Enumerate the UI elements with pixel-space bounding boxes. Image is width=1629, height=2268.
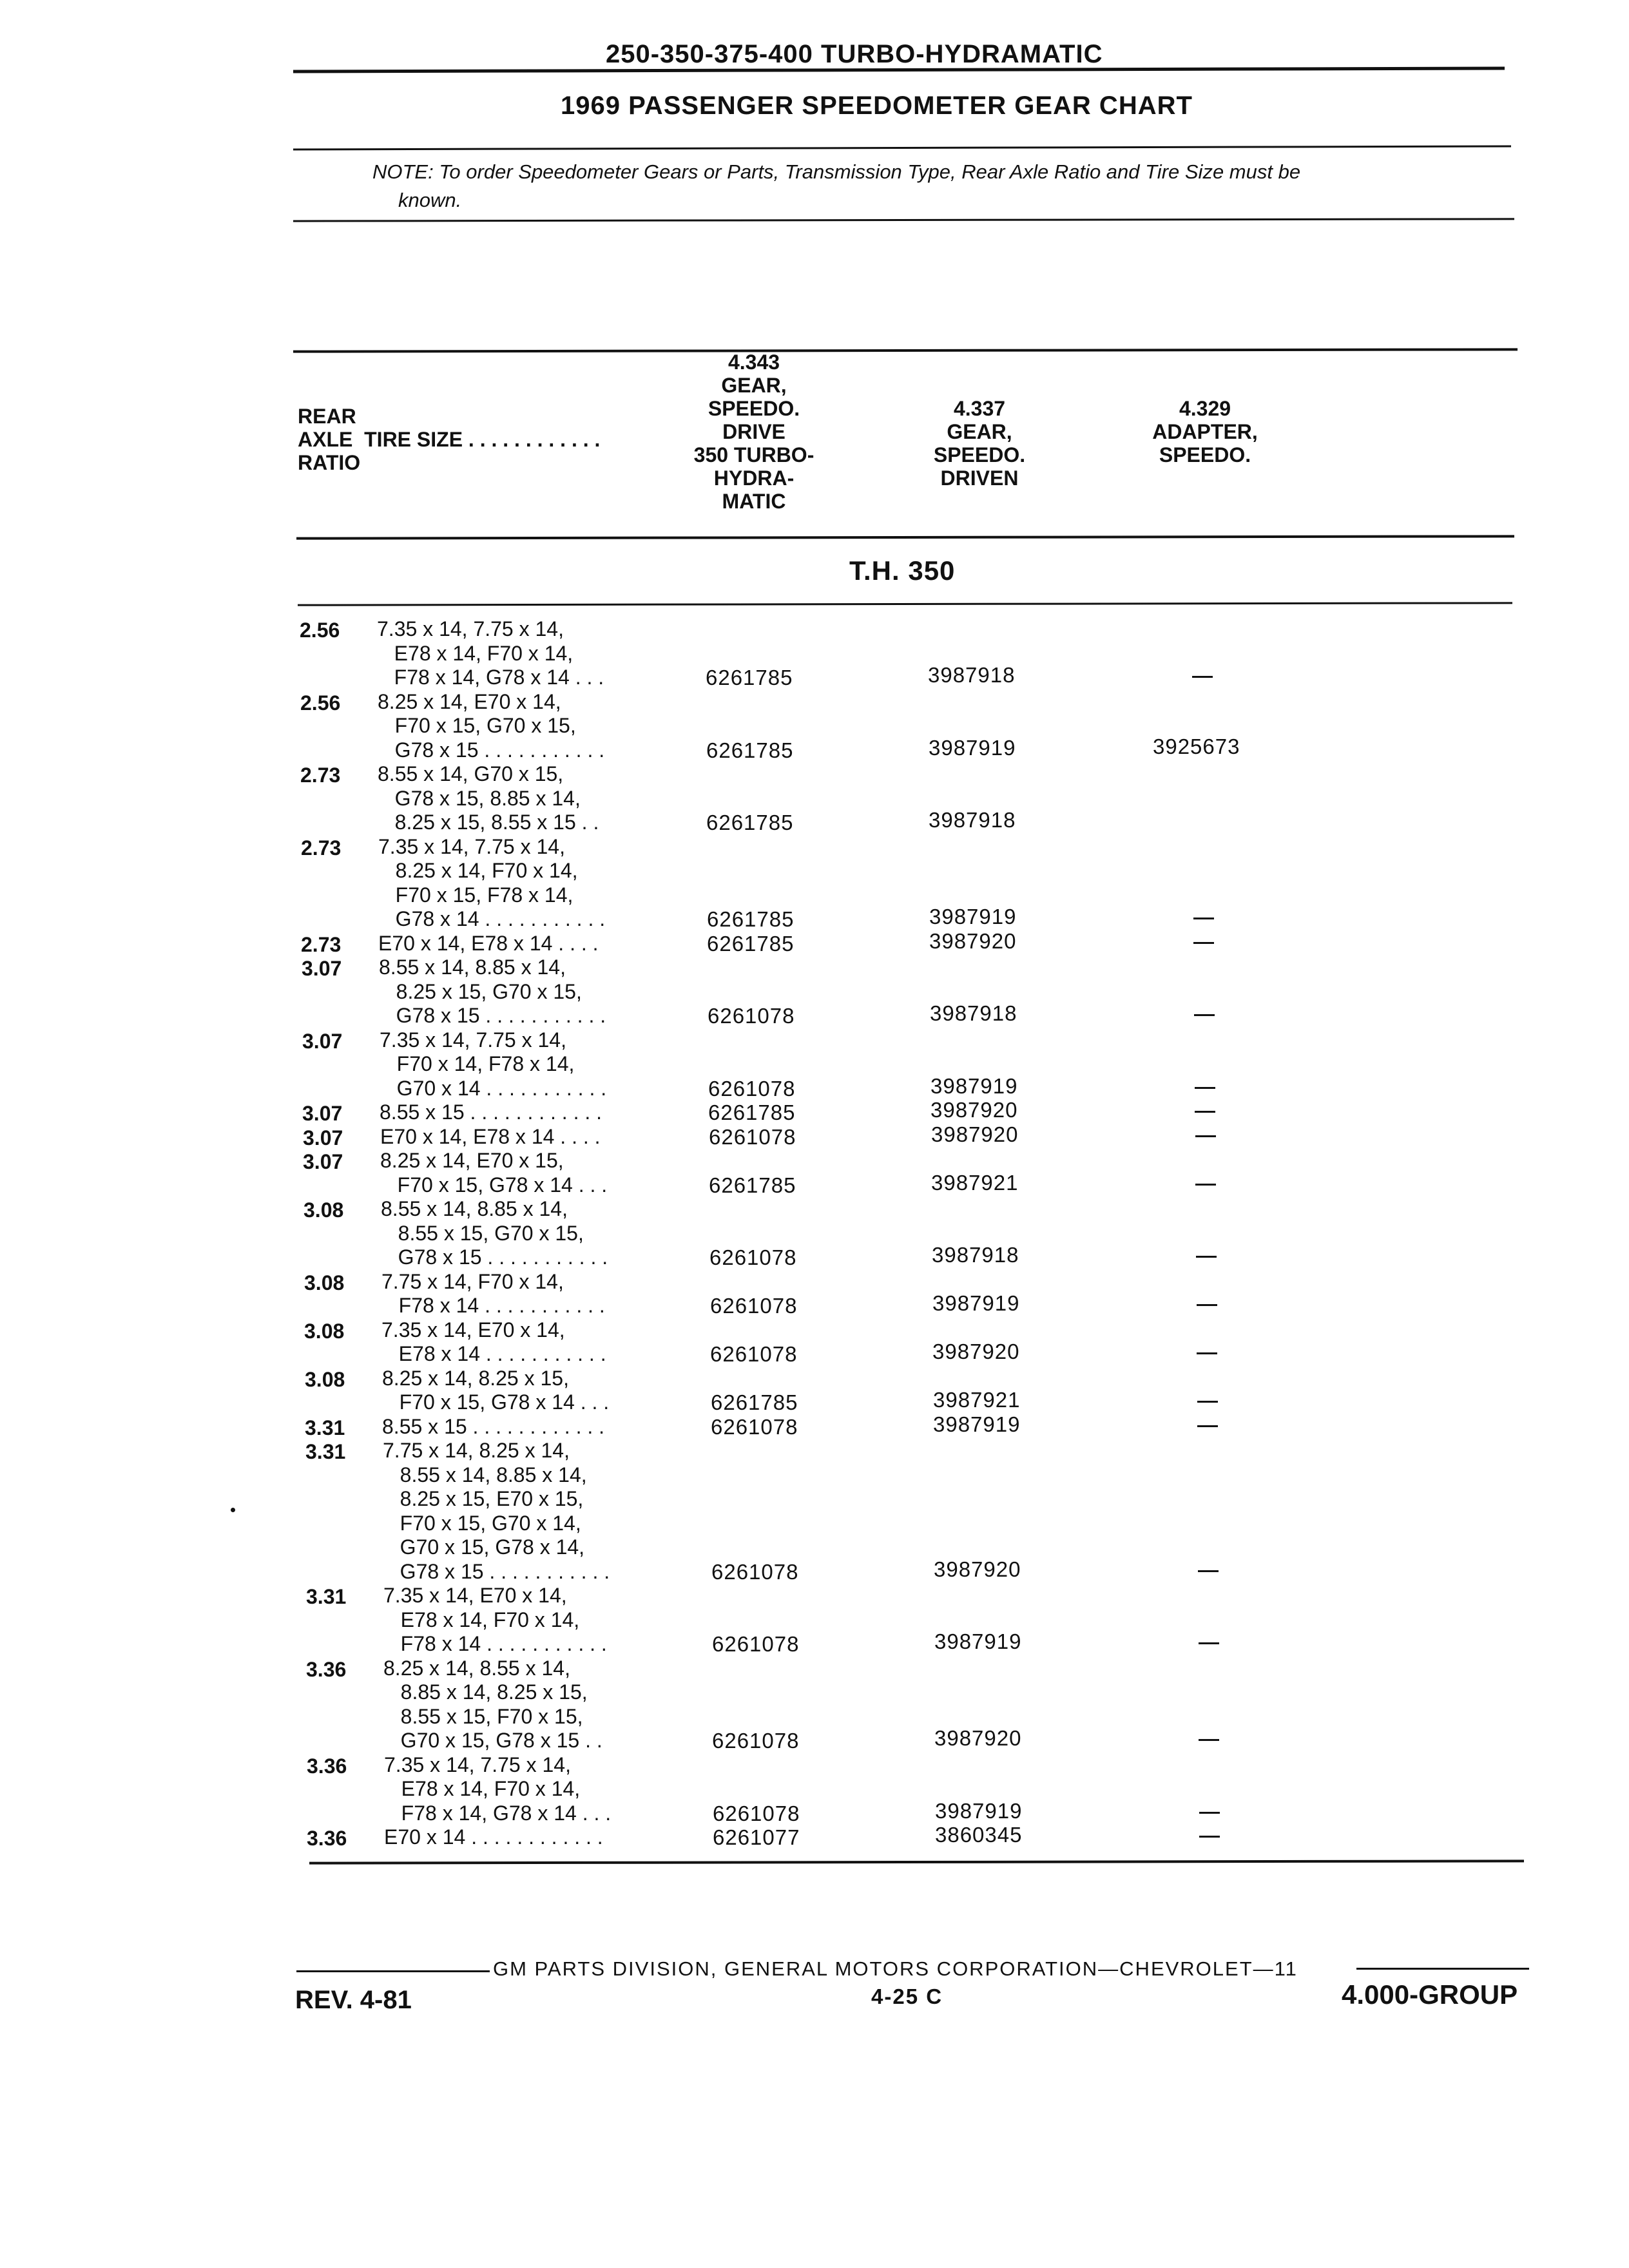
column-header-ratio-tire [298,405,600,474]
stray-mark [231,1508,235,1512]
tire-size-list: 8.25 x 14, E70 x 15, F70 x 15, G78 x 14 . . . [380,1149,608,1196]
drive-gear-part: 6261078 [713,1801,800,1825]
tire-size-list: E70 x 14, E78 x 14 . . . . [380,1124,601,1148]
footer-rule-left [296,1970,490,1972]
tire-size-list: 8.55 x 14, G70 x 15, G78 x 15, 8.85 x 14, 8.25 x 15, 8.55 x 15 . . [378,762,599,834]
order-note-line1: NOTE: To order Speedometer Gears or Parts, Transmission Type, Rear Axle Ratio and Tire Size must be [372,160,1301,183]
axle-ratio: 3.31 [305,1416,345,1439]
drive-gear-part: 6261078 [712,1729,800,1753]
adapter-none-dash [1196,1256,1217,1258]
axle-ratio: 3.36 [307,1754,347,1778]
footer-publisher-text: GM PARTS DIVISION, GENERAL MOTORS CORPORATION—CHEVROLET—11 [493,1957,1298,1980]
tire-size-list: 7.35 x 14, 7.75 x 14, E78 x 14, F70 x 14, F78 x 14, G78 x 14 . . . [377,617,604,689]
drive-gear-part: 6261785 [707,907,795,931]
adapter-none-dash [1195,1087,1215,1089]
tire-size-list: 8.25 x 14, 8.55 x 14, 8.85 x 14, 8.25 x 15, 8.55 x 15, F70 x 15, G70 x 15, G78 x 15 . . [383,1656,602,1752]
adapter-none-dash [1197,1401,1218,1403]
column-header-ratio-tire-text: REAR AXLE TIRE SIZE . . . . . . . . . . . . RATIO [298,405,601,474]
tire-size-list: E70 x 14, E78 x 14 . . . . [378,931,599,955]
driven-gear-part: 3987918 [930,1001,1017,1025]
adapter-none-dash [1193,942,1214,944]
driven-gear-part: 3987919 [934,1629,1022,1653]
column-header-adapter: 4.329 ADAPTER, SPEEDO. [1152,397,1258,466]
axle-ratio: 3.07 [303,1150,343,1173]
tire-size-list: 7.35 x 14, E70 x 14, E78 x 14 . . . . . . . . . . . [381,1318,606,1365]
axle-ratio: 2.73 [301,836,342,860]
drive-gear-part: 6261785 [709,1173,796,1197]
tire-size-list: 8.55 x 14, 8.85 x 14, 8.55 x 15, G70 x 15, G78 x 15 . . . . . . . . . . . [381,1197,608,1269]
drive-gear-part: 6261078 [709,1245,797,1269]
section-heading: T.H. 350 [849,555,956,586]
adapter-none-dash [1197,1425,1218,1427]
drive-gear-part: 6261078 [711,1414,798,1439]
drive-gear-part: 6261078 [710,1342,798,1366]
driven-gear-part: 3987919 [929,905,1017,928]
adapter-none-dash [1195,1184,1216,1186]
driven-gear-part: 3987920 [931,1122,1019,1146]
driven-gear-part: 3987920 [934,1557,1021,1581]
axle-ratio: 2.73 [301,932,342,956]
driven-gear-part: 3987921 [931,1170,1019,1195]
tire-size-list: 7.75 x 14, 8.25 x 14, 8.55 x 14, 8.85 x 14, 8.25 x 15, E70 x 15, F70 x 15, G70 x 14, G70 x 15, G78 x 14, G78 x 15 . . . . . . . . . . . [383,1439,610,1583]
axle-ratio: 3.36 [307,1827,347,1850]
drive-gear-part: 6261785 [708,1100,796,1124]
adapter-none-dash [1195,1135,1216,1137]
header-rule-1 [293,67,1505,73]
axle-ratio: 3.08 [305,1367,345,1391]
adapter-none-dash [1199,1642,1219,1644]
driven-gear-part: 3987920 [932,1340,1020,1363]
driven-gear-part: 3987920 [930,1098,1018,1122]
axle-ratio: 3.31 [305,1440,346,1463]
header-rule-2 [293,146,1511,151]
order-note-line2: known. [398,189,462,211]
adapter-none-dash [1195,1111,1215,1113]
tire-size-list: 7.35 x 14, 7.75 x 14, F70 x 14, F78 x 14, G70 x 14 . . . . . . . . . . . [380,1028,607,1100]
driven-gear-part: 3987920 [929,928,1017,953]
driven-gear-part: 3987919 [935,1798,1023,1823]
driven-gear-part: 3987919 [930,1073,1018,1098]
group-label: 4.000-GROUP [1342,1979,1518,2010]
tire-size-list: E70 x 14 . . . . . . . . . . . . [384,1825,603,1849]
axle-ratio: 2.56 [300,691,341,715]
axle-ratio: 3.31 [306,1585,347,1608]
table-bottom-rule [309,1860,1524,1864]
column-header-drive: 4.343 GEAR, SPEEDO. DRIVE 350 TURBO- HYDRA- MATIC [693,351,815,513]
axle-ratio: 3.36 [306,1657,347,1681]
footer-publisher [493,1957,1298,1981]
driven-gear-part: 3860345 [935,1823,1023,1847]
adapter-none-dash [1199,1812,1220,1814]
adapter-none-dash [1199,1836,1220,1838]
drive-gear-part: 6261785 [706,738,794,762]
table-top-rule [293,348,1518,352]
adapter-none-dash [1192,676,1213,678]
axle-ratio: 3.08 [304,1198,344,1222]
adapter-none-dash [1199,1739,1219,1741]
column-header-driven: 4.337 GEAR, SPEEDO. DRIVEN [933,397,1026,490]
adapter-none-dash [1197,1304,1217,1306]
note-rule [293,218,1514,222]
revision-label: REV. 4-81 [295,1986,412,2014]
driven-gear-part: 3987919 [932,1291,1020,1315]
tire-size-list: 7.75 x 14, F70 x 14, F78 x 14 . . . . . . . . . . . [381,1269,605,1317]
tire-size-list: 8.55 x 14, 8.85 x 14, 8.25 x 15, G70 x 15, G78 x 15 . . . . . . . . . . . [379,956,606,1027]
section-rule [298,602,1512,606]
axle-ratio: 3.07 [303,1126,343,1149]
adapter-none-dash [1198,1570,1219,1572]
axle-ratio: 3.07 [302,1029,343,1053]
tire-size-list: 8.25 x 14, E70 x 14, F70 x 15, G70 x 15, G78 x 15 . . . . . . . . . . . [378,689,605,762]
adapter-none-dash [1197,1352,1217,1354]
driven-gear-part: 3987919 [933,1412,1021,1436]
adapter-part: 3925673 [1153,734,1240,758]
tire-size-list: 7.35 x 14, 7.75 x 14, 8.25 x 14, F70 x 14, F70 x 15, F78 x 14, G78 x 14 . . . . . . . . . . . [378,834,606,930]
drive-gear-part: 6261785 [711,1390,798,1414]
driven-gear-part: 3987920 [934,1726,1022,1750]
drive-gear-part: 6261078 [711,1559,799,1584]
axle-ratio: 2.73 [300,764,341,787]
footer-rule-right [1356,1968,1529,1970]
drive-gear-part: 6261078 [709,1124,796,1149]
drive-gear-part: 6261785 [707,931,795,956]
axle-ratio: 3.07 [302,1102,343,1125]
tire-size-list: 8.25 x 14, 8.25 x 15, F70 x 15, G78 x 14 . . . [382,1366,610,1414]
driven-gear-part: 3987921 [933,1388,1021,1412]
order-note [372,158,1494,215]
drive-gear-part: 6261078 [712,1632,800,1656]
tire-size-list: 8.55 x 15 . . . . . . . . . . . . [382,1414,605,1438]
adapter-none-dash [1194,1014,1215,1016]
drive-gear-part: 6261078 [708,1076,796,1100]
tire-size-list: 7.35 x 14, E70 x 14, E78 x 14, F70 x 14, F78 x 14 . . . . . . . . . . . [383,1584,607,1655]
drive-gear-part: 6261078 [708,1004,795,1028]
driven-gear-part: 3987918 [929,808,1016,832]
axle-ratio: 3.08 [304,1271,345,1294]
axle-ratio: 3.07 [302,957,342,980]
axle-ratio: 2.56 [300,619,340,642]
tire-size-list: 8.55 x 15 . . . . . . . . . . . . [380,1100,602,1124]
chart-subtitle: 1969 PASSENGER SPEEDOMETER GEAR CHART [561,91,1193,120]
adapter-none-dash [1193,918,1214,919]
page-code: 4-25 C [871,1984,943,2008]
chart-heading: 250-350-375-400 TURBO-HYDRAMATIC [606,40,1103,68]
driven-gear-part: 3987918 [928,663,1016,687]
drive-gear-part: 6261785 [706,666,793,689]
driven-gear-part: 3987918 [932,1243,1019,1267]
tire-size-list: 7.35 x 14, 7.75 x 14, E78 x 14, F70 x 14, F78 x 14, G78 x 14 . . . [384,1753,612,1825]
table-header-rule [296,535,1514,539]
drive-gear-part: 6261785 [706,811,794,834]
axle-ratio: 3.08 [304,1319,345,1343]
driven-gear-part: 3987919 [929,735,1016,760]
drive-gear-part: 6261078 [710,1294,798,1318]
drive-gear-part: 6261077 [713,1825,800,1849]
